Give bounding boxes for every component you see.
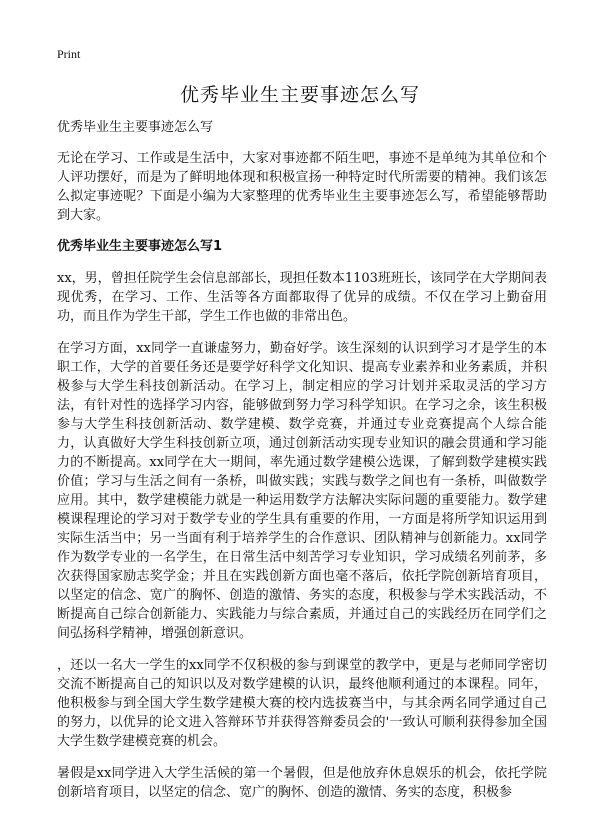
document-subtitle: 优秀毕业生主要事迹怎么写: [57, 120, 214, 135]
body-paragraph-3: ，还以一名大一学生的xx同学不仅积极的参与到课堂的教学中，更是与老师同学密切交流不断提高自己的知识以及对数学建模的认识，最终他顺利通过的本课程。同年，他积极参与到全国大学生数学建模大赛的校内选拔赛当中，与其余两名同学通过自己的努力，以优异的论文进入答辩环节并获得答辩委员会的'一致认可顺利获得参加全国大学生数学建模竞赛的机会。: [57, 658, 547, 749]
section-heading: 优秀毕业生主要事迹怎么写1: [57, 239, 223, 254]
print-link[interactable]: Print: [57, 47, 81, 61]
document-title: 优秀毕业生主要事迹怎么写: [179, 84, 420, 106]
body-paragraph-4: 暑假是xx同学进入大学生活候的第一个暑假，但是他放弃休息娱乐的机会，依托学院创新培育项目，以坚定的信念、宽广的胸怀、创造的激情、务实的态度，积极参: [57, 766, 547, 800]
intro-paragraph: 无论在学习、工作或是生活中，大家对事迹都不陌生吧，事迹不是单纯为其单位和个人评功摆好，而是为了鲜明地体现和积极宣扬一种特定时代所需要的精神。我们该怎么拟定事迹呢？下面是小编为大家整理的优秀毕业生主要事迹怎么写，希望能够帮助到大家。: [57, 151, 547, 223]
document-body: [57, 119, 547, 815]
body-paragraph-1: xx，男，曾担任院学生会信息部部长，现担任数本1103班班长，该同学在大学期间表现优秀，在学习、工作、生活等各方面都取得了优异的成绩。不仅在学习上勤奋用功，而且作为学生干部，学生工作也做的非常出色。: [57, 271, 547, 324]
body-paragraph-2: 在学习方面，xx同学一直谦虚努力，勤奋好学。该生深刻的认识到学习才是学生的本职工作，大学的首要任务还是要学好科学文化知识、提高专业素养和业务素质，并积极参与大学生科技创新活动。在学习上，制定相应的学习计划并采取灵活的学习方法，有针对性的选择学习内容，能够做到努力学习科学知识。在学习之余，该生积极参与大学生科技创新活动、数学建模、数学竞赛，并通过专业竞赛提高个人综合能力，认真做好大学生科技创新立项，通过创新活动实现专业知识的融会贯通和学习能力的不断提高。xx同学在大一期间，率先通过数学建模公选课，了解到数学建模实践价值；学习与生活之间有一条桥，叫做实践；实践与数学之间也有一条桥，叫做数学应用。其中，数学建模能力就是一种运用数学方法解决实际问题的重要能力。数学建模课程理论的学习对于数学专业的学生具有重要的作用，一方面是将所学知识运用到实际生活当中；另一当面有利于培养学生的合作意识、团队精神与创新能力。xx同学作为数学专业的一名学生，在日常生活中刻苦学习专业知识，学习成绩名列前茅，多次获得国家励志奖学金；并且在实践创新方面也毫不落后，依托学院创新培育项目，以坚定的信念、宽广的胸怀、创造的激情、务实的态度，积极参与学术实践活动，不断提高自己综合创新能力、实践能力与综合素质，并通过自己的实践经历在同学们之间弘扬科学精神，增强创新意识。: [57, 341, 547, 641]
